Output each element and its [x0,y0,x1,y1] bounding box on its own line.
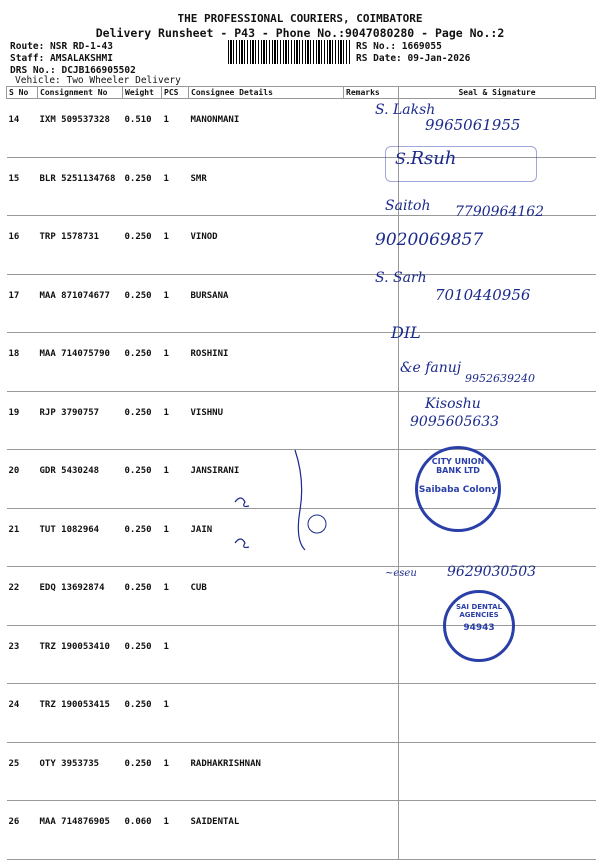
cell-name: ROSHINI [189,333,344,392]
cell-sno: 23 [7,625,38,684]
cell-weight: 0.510 [123,99,162,158]
signature: S.Rsuh [395,148,457,169]
col-sno: S No [7,87,38,99]
cell-pcs: 1 [162,450,189,509]
staff-label: Staff: AMSALAKSHMI [10,53,113,64]
signature: S. Sarh [375,270,427,286]
cell-pcs: 1 [162,742,189,801]
cell-pcs: 1 [162,567,189,626]
cell-sno: 21 [7,508,38,567]
bank-stamp-branch: Saibaba Colony [418,485,498,495]
cell-sno: 18 [7,333,38,392]
pen-circle [308,515,326,533]
cell-pcs: 1 [162,508,189,567]
cell-name: VISHNU [189,391,344,450]
cell-cons: MAA 714075790 [38,333,123,392]
handwritten-marks [225,440,335,560]
cell-sno: 25 [7,742,38,801]
cell-name: VINOD [189,216,344,275]
cell-pcs: 1 [162,684,189,743]
cell-cons: MAA 871074677 [38,274,123,333]
cell-weight: 0.250 [123,333,162,392]
signature: Saitoh [385,198,431,214]
col-weight: Weight [123,87,162,99]
bank-stamp-text: CITY UNION BANK LTD [431,457,485,475]
cell-weight: 0.250 [123,157,162,216]
signature-phone: 7010440956 [435,286,531,304]
pen-mark [235,539,249,548]
cell-sno: 16 [7,216,38,275]
signature-phone: 9965061955 [425,116,521,134]
col-signature: Seal & Signature [399,87,596,99]
cell-sno: 22 [7,567,38,626]
rs-date-label: RS Date: 09-Jan-2026 [356,53,471,64]
cell-sno: 14 [7,99,38,158]
route-label: Route: NSR RD-1-43 [10,41,113,52]
cell-name: JAIN [189,508,344,567]
pen-stroke [295,450,305,550]
company-title: THE PROFESSIONAL COURIERS, COIMBATORE [177,12,423,25]
table-row [7,801,596,860]
cell-cons: TRZ 190053410 [38,625,123,684]
signature: DIL [391,323,421,342]
cell-cons: EDQ 13692874 [38,567,123,626]
cell-name: JANSIRANI [189,450,344,509]
cell-weight: 0.250 [123,742,162,801]
cell-cons: BLR 5251134768 [38,157,123,216]
cell-weight: 0.060 [123,801,162,860]
cell-cons: OTY 3953735 [38,742,123,801]
cell-name [189,684,344,743]
rs-no-label: RS No.: 1669055 [356,41,442,52]
cell-weight: 0.250 [123,625,162,684]
cell-weight: 0.250 [123,684,162,743]
cell-pcs: 1 [162,333,189,392]
cell-cons: TRZ 190053415 [38,684,123,743]
cell-cons: TRP 1578731 [38,216,123,275]
col-remarks: Remarks [344,87,399,99]
col-consignment: Consignment No [38,87,123,99]
cell-weight: 0.250 [123,216,162,275]
runsheet-subtitle: Delivery Runsheet - P43 - Phone No.:9047080280 - Page No.:2 [95,26,505,40]
dental-stamp-text: SAI DENTAL AGENCIES [455,603,503,619]
signature-phone: 7790964162 [455,204,545,220]
cell-remarks [344,742,399,801]
table-header-row [7,87,596,99]
table-row [7,742,596,801]
cell-cons: GDR 5430248 [38,450,123,509]
cell-pcs: 1 [162,801,189,860]
cell-cons: RJP 3790757 [38,391,123,450]
barcode [228,40,350,64]
cell-sno: 20 [7,450,38,509]
cell-pcs: 1 [162,157,189,216]
cell-pcs: 1 [162,274,189,333]
cell-sno: 17 [7,274,38,333]
cell-weight: 0.250 [123,567,162,626]
cell-cons: MAA 714876905 [38,801,123,860]
drs-label: DRS No.: DCJB166905502 [10,65,136,76]
cell-name: SMR [189,157,344,216]
cell-signature [399,742,596,801]
cell-cons: TUT 1082964 [38,508,123,567]
signature: ~eseu [385,568,417,579]
cell-name [189,625,344,684]
cell-cons: IXM 509537328 [38,99,123,158]
cell-weight: 0.250 [123,508,162,567]
signature-phone: 9095605633 [410,414,500,430]
signature: &e fanuj [400,360,462,376]
signature-phone: 9952639240 [465,372,535,385]
col-pcs: PCS [162,87,189,99]
cell-name: RADHAKRISHNAN [189,742,344,801]
signature: Kisoshu [425,396,481,412]
table-row [7,684,596,743]
cell-sno: 26 [7,801,38,860]
cell-pcs: 1 [162,391,189,450]
cell-remarks [344,801,399,860]
cell-signature [399,801,596,860]
cell-pcs: 1 [162,625,189,684]
signature-area [355,98,595,648]
dental-stamp: SAI DENTAL AGENCIES 94943 [443,590,515,662]
cell-name: BURSANA [189,274,344,333]
vehicle-label: Vehicle: Two Wheeler Delivery [15,75,181,86]
cell-pcs: 1 [162,99,189,158]
signature-phone: 9020069857 [375,230,484,250]
cell-sno: 19 [7,391,38,450]
cell-name: MANONMANI [189,99,344,158]
signature: S. Laksh [375,102,436,118]
cell-weight: 0.250 [123,391,162,450]
cell-signature [399,684,596,743]
cell-weight: 0.250 [123,450,162,509]
col-consignee: Consignee Details [189,87,344,99]
cell-sno: 15 [7,157,38,216]
cell-name: CUB [189,567,344,626]
bank-stamp [415,446,501,532]
signature-phone: 9629030503 [447,564,537,580]
pen-mark [235,498,249,507]
cell-name: SAIDENTAL [189,801,344,860]
cell-weight: 0.250 [123,274,162,333]
cell-sno: 24 [7,684,38,743]
cell-pcs: 1 [162,216,189,275]
cell-remarks [344,684,399,743]
